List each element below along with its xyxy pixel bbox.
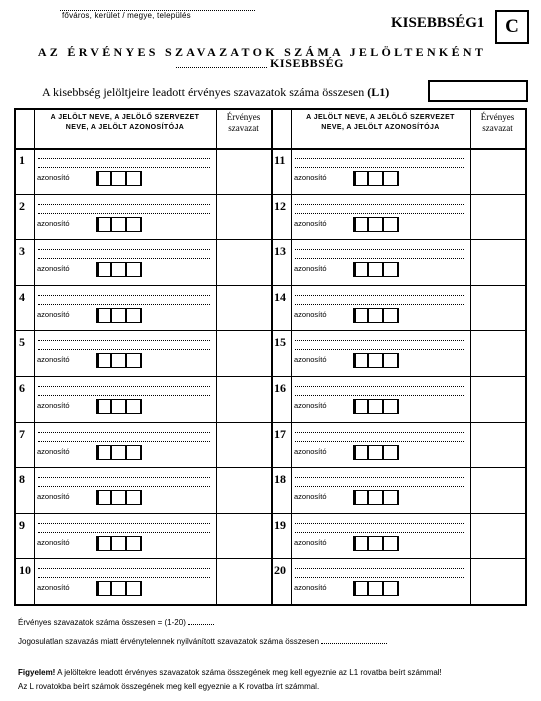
place-label: főváros, kerület / megye, település (62, 11, 191, 20)
candidate-name-line[interactable] (295, 340, 464, 342)
id-digit-box[interactable] (96, 445, 111, 460)
id-digit-box[interactable] (96, 217, 111, 232)
row-number: 13 (274, 244, 286, 259)
candidate-name-line[interactable] (38, 249, 210, 251)
page-title: AZ ÉRVÉNYES SZAVAZATOK SZÁMA JELÖLTENKÉNT (37, 45, 487, 59)
candidate-org-line[interactable] (38, 532, 210, 534)
candidate-name-line[interactable] (38, 386, 210, 388)
candidate-id-boxes[interactable] (96, 581, 142, 595)
row-number: 6 (19, 381, 25, 395)
id-digit-box[interactable] (111, 581, 126, 596)
candidate-org-line[interactable] (295, 577, 464, 579)
id-digit-box[interactable] (111, 217, 126, 232)
candidate-org-line[interactable] (38, 577, 210, 579)
row-number: 11 (274, 153, 286, 167)
candidate-id-boxes[interactable] (353, 536, 399, 550)
id-digit-box[interactable] (353, 262, 368, 277)
id-digit-box[interactable] (111, 353, 126, 368)
candidate-id-label: azonosító (294, 355, 327, 365)
column-divider (291, 110, 292, 604)
candidate-name-line[interactable] (295, 204, 464, 206)
votes-cell[interactable] (472, 515, 523, 557)
candidate-org-line[interactable] (295, 395, 464, 397)
candidate-org-line[interactable] (38, 304, 210, 306)
sum-line-label: Érvényes szavazatok száma összesen = (1-20) (18, 618, 186, 627)
candidate-id-label: azonosító (37, 537, 70, 547)
candidate-id-label: azonosító (294, 401, 327, 410)
candidate-org-line[interactable] (295, 486, 464, 488)
candidate-name-line[interactable] (295, 523, 464, 525)
row-number: 4 (19, 289, 25, 304)
candidate-name-line[interactable] (295, 158, 464, 160)
row-number: 16 (274, 381, 286, 395)
candidate-id-label: azonosító (37, 309, 70, 319)
votes-cell[interactable] (218, 515, 269, 557)
id-digit-box[interactable] (368, 445, 383, 460)
id-digit-box[interactable] (96, 262, 111, 277)
candidate-column-header: A JELÖLT NEVE, A JELÖLŐ SZERVEZET NEVE, A JELÖLT AZONOSÍTÓJA (306, 114, 455, 131)
id-digit-box[interactable] (368, 353, 383, 368)
votes-cell[interactable] (218, 469, 269, 511)
candidate-name-line[interactable] (38, 340, 210, 342)
candidate-name-line[interactable] (295, 249, 464, 251)
candidate-id-boxes[interactable] (96, 262, 142, 276)
candidate-org-line[interactable] (38, 167, 210, 169)
id-digit-box[interactable] (368, 490, 383, 505)
id-digit-box[interactable] (368, 308, 383, 323)
id-digit-box[interactable] (111, 445, 126, 460)
candidate-name-line[interactable] (295, 477, 464, 479)
votes-cell[interactable] (472, 378, 523, 420)
row-divider (16, 285, 525, 286)
id-digit-box[interactable] (353, 581, 368, 596)
id-digit-box[interactable] (111, 262, 126, 277)
candidate-name-line[interactable] (295, 386, 464, 388)
votes-cell[interactable] (218, 424, 269, 466)
row-divider (16, 194, 525, 195)
candidate-org-line[interactable] (38, 395, 210, 397)
id-digit-box[interactable] (126, 536, 142, 551)
id-digit-box[interactable] (126, 445, 142, 460)
votes-cell[interactable] (218, 378, 269, 420)
candidate-id-boxes[interactable] (96, 217, 142, 231)
votes-cell[interactable] (218, 241, 269, 283)
candidate-name-line[interactable] (38, 477, 210, 479)
id-digit-box[interactable] (111, 490, 126, 505)
candidate-id-boxes[interactable] (96, 171, 142, 185)
id-digit-box[interactable] (368, 217, 383, 232)
invalid-votes-line (18, 637, 387, 646)
candidate-id-boxes[interactable] (353, 353, 399, 367)
votes-cell[interactable] (218, 150, 269, 192)
place-fill-line[interactable] (60, 4, 255, 11)
id-digit-box[interactable] (126, 581, 142, 596)
candidate-name-line[interactable] (295, 568, 464, 570)
candidate-org-line[interactable] (295, 304, 464, 306)
votes-cell[interactable] (472, 424, 523, 466)
candidate-id-boxes[interactable] (353, 399, 399, 413)
candidate-id-label: azonosító (294, 583, 327, 593)
id-digit-box[interactable] (353, 353, 368, 368)
row-number: 18 (274, 472, 286, 487)
candidate-id-boxes[interactable] (96, 445, 142, 459)
candidate-id-boxes[interactable] (353, 490, 399, 504)
row-number: 1 (19, 153, 25, 167)
id-digit-box[interactable] (353, 171, 368, 186)
row-number: 7 (19, 426, 25, 441)
invalid-votes-label: Jogosulatlan szavazás miatt érvénytelennek nyilvánított szavazatok száma összesen (18, 637, 320, 646)
id-digit-box[interactable] (353, 490, 368, 505)
page-subtitle: KISEBBSÉG (270, 56, 345, 70)
candidate-name-line[interactable] (295, 432, 464, 434)
candidate-org-line[interactable] (295, 167, 464, 169)
id-digit-box[interactable] (383, 217, 399, 232)
candidate-id-boxes[interactable] (353, 217, 399, 231)
warning-text-1: A jelöltekre leadott érvényes szavazatok száma összegének meg kell egyeznie az L1 rovatba beírt számmal! (55, 668, 442, 677)
id-digit-box[interactable] (126, 490, 142, 505)
candidate-id-label: azonosító (37, 173, 70, 182)
candidate-id-boxes[interactable] (353, 581, 399, 595)
candidate-id-boxes[interactable] (96, 536, 142, 550)
id-digit-box[interactable] (383, 171, 399, 186)
candidate-name-line[interactable] (38, 432, 210, 434)
invalid-votes-fill-line[interactable] (321, 637, 387, 644)
candidate-id-label: azonosító (294, 537, 327, 547)
candidate-name-line[interactable] (295, 295, 464, 297)
id-digit-box[interactable] (353, 308, 368, 323)
votes-cell[interactable] (472, 332, 523, 374)
id-digit-box[interactable] (353, 217, 368, 232)
id-digit-box[interactable] (383, 490, 399, 505)
id-digit-box[interactable] (111, 536, 126, 551)
id-digit-box[interactable] (111, 171, 126, 186)
row-number: 19 (274, 517, 286, 532)
candidate-id-boxes[interactable] (353, 445, 399, 459)
id-digit-box[interactable] (96, 399, 111, 414)
votes-cell[interactable] (472, 287, 523, 329)
candidate-id-label: azonosító (37, 583, 70, 593)
row-number: 14 (274, 289, 286, 304)
sum-line (18, 618, 214, 627)
candidate-name-line[interactable] (38, 158, 210, 160)
candidate-org-line[interactable] (38, 441, 210, 443)
form-code: KISEBBSÉG1 (391, 15, 485, 31)
votes-cell[interactable] (218, 287, 269, 329)
candidate-name-line[interactable] (38, 523, 210, 525)
id-digit-box[interactable] (126, 308, 142, 323)
candidate-name-line[interactable] (38, 204, 210, 206)
id-digit-box[interactable] (383, 308, 399, 323)
candidate-org-line[interactable] (38, 349, 210, 351)
id-digit-box[interactable] (368, 262, 383, 277)
votes-cell[interactable] (472, 150, 523, 192)
candidate-name-line[interactable] (38, 568, 210, 570)
candidate-org-line[interactable] (295, 441, 464, 443)
id-digit-box[interactable] (353, 399, 368, 414)
warning-label: Figyelem! (18, 668, 56, 677)
row-number: 15 (274, 335, 286, 350)
warning-note-line2: Az L rovatokba beírt számok összegének meg kell egyeznie a K rovatba írt számmal. (18, 682, 320, 691)
candidate-id-label: azonosító (37, 218, 70, 228)
id-digit-box[interactable] (96, 581, 111, 596)
votes-cell[interactable] (472, 196, 523, 238)
row-divider (16, 467, 525, 468)
row-divider (16, 558, 525, 559)
form-letter-box: C (495, 10, 529, 44)
row-divider (16, 239, 525, 240)
row-divider (16, 422, 525, 423)
candidate-id-label: azonosító (294, 218, 327, 228)
row-number: 3 (19, 244, 25, 259)
candidate-id-boxes[interactable] (96, 353, 142, 367)
row-number: 9 (19, 517, 25, 532)
candidate-id-boxes[interactable] (353, 308, 399, 322)
row-divider (16, 330, 525, 331)
candidate-org-line[interactable] (295, 258, 464, 260)
warning-note-line1 (18, 668, 442, 677)
votes-cell[interactable] (472, 560, 523, 602)
id-digit-box[interactable] (383, 262, 399, 277)
id-digit-box[interactable] (368, 171, 383, 186)
candidate-org-line[interactable] (295, 532, 464, 534)
total-votes-line (42, 85, 389, 100)
id-digit-box[interactable] (353, 445, 368, 460)
candidate-id-boxes[interactable] (96, 490, 142, 504)
row-divider (16, 513, 525, 514)
votes-column-header: Érvényes szavazat (226, 112, 261, 133)
column-divider (470, 110, 471, 604)
candidate-org-line[interactable] (38, 213, 210, 215)
id-digit-box[interactable] (96, 490, 111, 505)
candidate-column-header: A JELÖLT NEVE, A JELÖLŐ SZERVEZET NEVE, A JELÖLT AZONOSÍTÓJA (50, 114, 200, 131)
id-digit-box[interactable] (126, 171, 142, 186)
votes-cell[interactable] (218, 332, 269, 374)
candidate-id-boxes[interactable] (96, 308, 142, 322)
candidate-id-boxes[interactable] (96, 399, 142, 413)
candidate-id-label: azonosító (37, 264, 70, 274)
row-number: 17 (274, 426, 286, 441)
id-digit-box[interactable] (96, 536, 111, 551)
votes-cell[interactable] (218, 196, 269, 238)
candidate-table (14, 108, 527, 606)
id-digit-box[interactable] (368, 581, 383, 596)
total-votes-input[interactable] (428, 80, 528, 102)
id-digit-box[interactable] (96, 171, 111, 186)
id-digit-box[interactable] (368, 536, 383, 551)
id-digit-box[interactable] (383, 581, 399, 596)
votes-cell[interactable] (218, 560, 269, 602)
id-digit-box[interactable] (383, 399, 399, 414)
row-number: 5 (19, 335, 25, 350)
header-divider (16, 148, 525, 150)
candidate-id-label: azonosító (37, 446, 70, 456)
id-digit-box[interactable] (126, 353, 142, 368)
row-number: 2 (19, 198, 25, 213)
votes-cell[interactable] (472, 241, 523, 283)
candidate-org-line[interactable] (38, 258, 210, 260)
id-digit-box[interactable] (126, 262, 142, 277)
id-digit-box[interactable] (111, 308, 126, 323)
column-divider (216, 110, 217, 604)
total-votes-label: A kisebbség jelöltjeire leadott érvényes szavazatok száma összesen (42, 85, 368, 99)
minority-name-fill-line[interactable] (176, 61, 267, 68)
row-number: 12 (274, 198, 286, 213)
id-digit-box[interactable] (126, 217, 142, 232)
id-digit-box[interactable] (383, 445, 399, 460)
candidate-id-boxes[interactable] (353, 262, 399, 276)
candidate-id-label: azonosító (37, 492, 70, 502)
row-number: 8 (19, 472, 25, 487)
candidate-id-label: azonosító (294, 446, 327, 456)
column-divider (271, 110, 273, 604)
candidate-id-label: azonosító (294, 264, 327, 274)
id-digit-box[interactable] (383, 353, 399, 368)
id-digit-box[interactable] (96, 308, 111, 323)
candidate-org-line[interactable] (295, 349, 464, 351)
id-digit-box[interactable] (368, 399, 383, 414)
id-digit-box[interactable] (383, 536, 399, 551)
id-digit-box[interactable] (111, 399, 126, 414)
candidate-id-label: azonosító (294, 309, 327, 319)
candidate-org-line[interactable] (38, 486, 210, 488)
candidate-org-line[interactable] (295, 213, 464, 215)
column-divider (34, 110, 35, 604)
id-digit-box[interactable] (126, 399, 142, 414)
id-digit-box[interactable] (353, 536, 368, 551)
id-digit-box[interactable] (96, 353, 111, 368)
total-votes-code: (L1) (367, 85, 390, 99)
candidate-id-boxes[interactable] (353, 171, 399, 185)
row-number: 20 (274, 563, 286, 578)
candidate-id-label: azonosító (37, 401, 70, 410)
sum-fill-line[interactable] (188, 618, 214, 625)
candidate-id-label: azonosító (37, 355, 70, 365)
candidate-name-line[interactable] (38, 295, 210, 297)
votes-column-header: Érvényes szavazat (480, 112, 515, 133)
candidate-id-label: azonosító (294, 173, 327, 182)
votes-cell[interactable] (472, 469, 523, 511)
row-number: 10 (19, 563, 31, 578)
row-divider (16, 376, 525, 377)
candidate-id-label: azonosító (294, 492, 327, 502)
